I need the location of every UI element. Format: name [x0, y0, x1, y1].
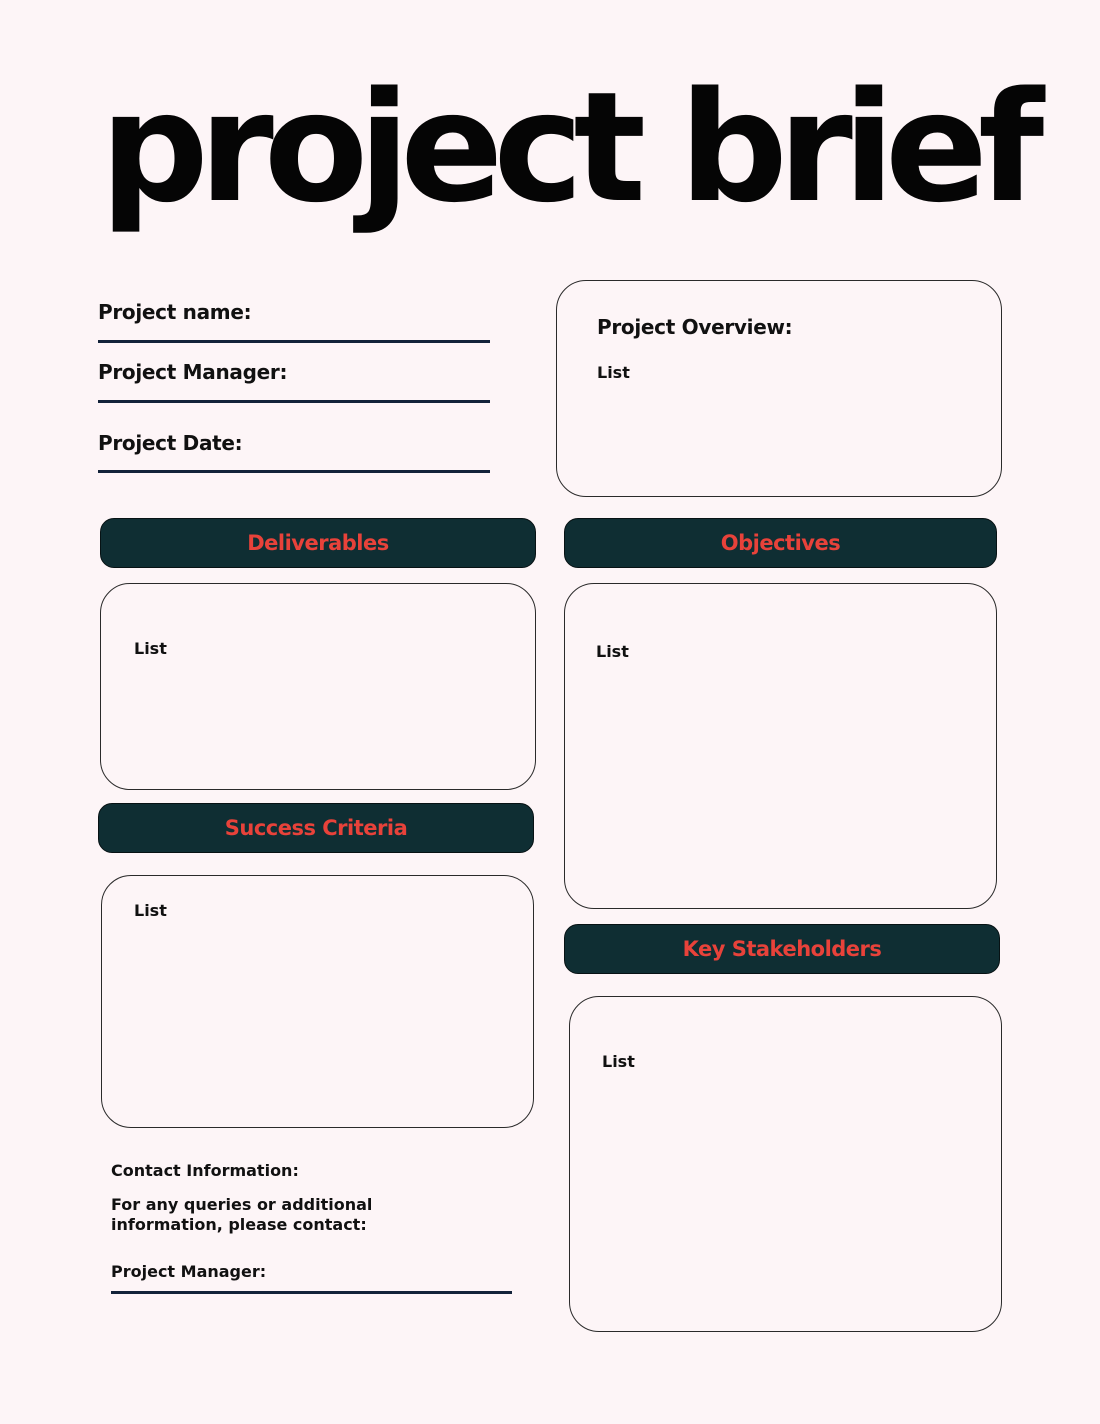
project-overview-heading: Project Overview:	[597, 315, 793, 339]
key-stakeholders-list: List	[602, 1052, 635, 1071]
project-manager-label: Project Manager:	[98, 360, 288, 384]
contact-line-1: For any queries or additional	[111, 1195, 373, 1214]
project-overview-box[interactable]	[556, 280, 1002, 497]
deliverables-list: List	[134, 639, 167, 658]
page-title: project brief	[100, 59, 1035, 236]
success-criteria-header: Success Criteria	[98, 803, 534, 853]
deliverables-header: Deliverables	[100, 518, 536, 568]
project-date-line[interactable]	[98, 470, 490, 473]
project-date-label: Project Date:	[98, 431, 243, 455]
objectives-list: List	[596, 642, 629, 661]
key-stakeholders-box[interactable]	[569, 996, 1002, 1332]
deliverables-box[interactable]	[100, 583, 536, 790]
contact-line-2: information, please contact:	[111, 1215, 367, 1234]
project-name-label: Project name:	[98, 300, 252, 324]
objectives-box[interactable]	[564, 583, 997, 909]
contact-heading: Contact Information:	[111, 1161, 299, 1180]
success-criteria-list: List	[134, 901, 167, 920]
project-manager-line[interactable]	[98, 400, 490, 403]
contact-manager-line[interactable]	[111, 1291, 512, 1294]
success-criteria-box[interactable]	[101, 875, 534, 1128]
objectives-header: Objectives	[564, 518, 997, 568]
project-overview-list: List	[597, 363, 630, 382]
contact-manager-label: Project Manager:	[111, 1262, 267, 1281]
project-name-line[interactable]	[98, 340, 490, 343]
key-stakeholders-header: Key Stakeholders	[564, 924, 1000, 974]
